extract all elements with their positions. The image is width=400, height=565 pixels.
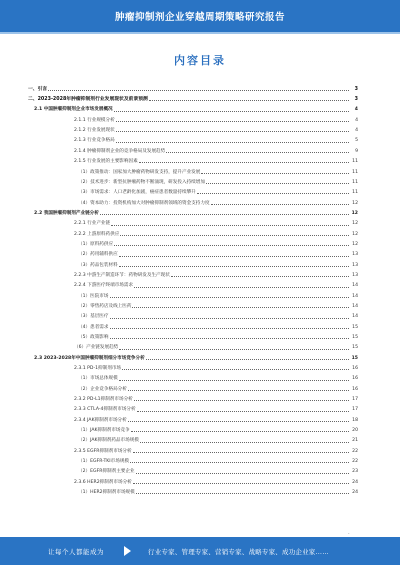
toc-leader-dots xyxy=(134,287,349,288)
toc-leader-dots xyxy=(114,245,349,246)
toc-entry-title: （2）企业竞争格局分析 xyxy=(78,386,127,392)
toc-entry[interactable] xyxy=(28,310,358,320)
toc-entry-page: 20 xyxy=(352,428,358,434)
toc-entry-title: （2）零售药店及线上医药 xyxy=(78,303,132,309)
toc-entry[interactable] xyxy=(28,227,358,237)
toc-entry-title: 2.3.1 PD-1抑制剂市场 xyxy=(74,366,122,372)
toc-leader-dots xyxy=(133,483,349,484)
toc-leader-dots xyxy=(110,338,350,339)
toc-entry-title: 2.3.3 CTLA-4抑制剂市场分析 xyxy=(74,407,136,413)
toc-leader-dots xyxy=(206,183,349,184)
toc-entry-page: 15 xyxy=(352,335,358,340)
toc-entry-page: 17 xyxy=(352,397,358,403)
toc-entry-page: 16 xyxy=(352,366,358,372)
toc-leader-dots xyxy=(116,121,349,122)
toc-entry-page: 18 xyxy=(352,417,358,423)
toc-leader-dots xyxy=(116,142,349,143)
toc-leader-dots xyxy=(171,276,349,277)
toc-heading: 内容目录 xyxy=(174,54,226,67)
toc-entry-title: （4）患者需求 xyxy=(78,324,109,330)
toc-entry-page: 14 xyxy=(352,283,358,289)
toc-entry-title: 2.3 2023-2028年中国肿瘤抑制剂细分市场竞争分析 xyxy=(34,355,145,361)
toc-leader-dots xyxy=(201,173,349,174)
toc-leader-dots xyxy=(211,204,349,205)
toc-entry[interactable] xyxy=(28,330,358,340)
toc-entry[interactable] xyxy=(28,216,358,226)
toc-entry[interactable] xyxy=(28,423,358,433)
toc-leader-dots xyxy=(130,462,349,463)
toc-entry-title: （2）技术进步：新型抗肿瘤药物不断涌现，研发投入持续增加 xyxy=(78,179,205,185)
toc-entry[interactable] xyxy=(28,175,358,185)
toc-leader-dots xyxy=(110,318,350,319)
toc-entry[interactable] xyxy=(28,351,358,361)
toc-entry-title: （3）药品包装材料 xyxy=(78,262,118,268)
toc-entry-title: 2.1.3 行业竞争格局 xyxy=(74,138,115,144)
footer-tagline: 行业专家、管理专家、营销专家、战略专家、成功企业家…… xyxy=(148,548,329,556)
toc-entry[interactable] xyxy=(28,144,358,154)
toc-entry[interactable] xyxy=(28,465,358,475)
toc-entry[interactable] xyxy=(28,82,358,92)
toc-entry-title: 2.2.4 下游医疗终端市场需求 xyxy=(74,283,134,289)
toc-entry[interactable] xyxy=(28,372,358,382)
report-title: 肿瘤抑制剂企业穿越周期策略研究报告 xyxy=(114,12,285,23)
toc-entry-title: 2.2 我国肿瘤抑制剂产业链分析 xyxy=(34,210,99,216)
toc-leader-dots xyxy=(133,452,349,453)
toc-leader-dots xyxy=(114,111,349,112)
toc-entry-title: 2.2.3 中游生产制造环节：药物研发及生产现状 xyxy=(74,272,170,278)
toc-entry[interactable] xyxy=(28,434,358,444)
arrow-right-icon xyxy=(124,546,131,556)
toc-leader-dots xyxy=(119,380,349,381)
toc-entry-title: （1）市场总体规模 xyxy=(78,376,118,382)
toc-leader-dots xyxy=(139,162,349,163)
toc-entry[interactable] xyxy=(28,403,358,413)
toc-entry-page: 12 xyxy=(352,241,358,247)
toc-leader-dots xyxy=(136,493,349,494)
toc-entry-page: 13 xyxy=(352,272,358,278)
toc-entry-title: （3）市场需求：人口老龄化加剧，癌症患者数量持续攀升 xyxy=(78,190,196,196)
toc-entry-page: 3 xyxy=(354,97,358,103)
toc-entry[interactable] xyxy=(28,134,358,144)
toc-entry-title: （1）政策推动：国家加大肿瘤药物研发支持，提升产业发展 xyxy=(78,169,201,175)
toc-entry-title: 2.3.4 JAK抑制剂市场分析 xyxy=(74,417,127,423)
toc-entry-title: 2.2.1 行业产业链 xyxy=(74,221,111,227)
toc-entry-page: 15 xyxy=(352,345,358,351)
report-footer xyxy=(0,537,400,565)
toc-entry-page: 14 xyxy=(352,293,358,299)
toc-leader-dots xyxy=(131,431,349,432)
toc-entry-title: （6）产业链发展趋势 xyxy=(74,345,119,351)
toc-entry-title: （1）原料药供应 xyxy=(78,241,114,247)
toc-leader-dots xyxy=(134,400,349,401)
toc-entry-page: 12 xyxy=(351,210,358,216)
toc-entry-page: 24 xyxy=(352,490,358,496)
toc-entry-page: 17 xyxy=(352,407,358,413)
toc-entry-page: 4 xyxy=(355,128,358,134)
toc-entry[interactable] xyxy=(28,320,358,330)
toc-entry-title: 2.1 中国肿瘤抑制剂企业市场发展概况 xyxy=(34,107,113,113)
toc-leader-dots xyxy=(48,90,349,91)
toc-entry-title: （4）资本助力：投资机构加大对肿瘤抑制剂领域的资金支持力度 xyxy=(78,200,210,206)
toc-leader-dots xyxy=(100,214,349,215)
toc-entry[interactable] xyxy=(28,413,358,423)
toc-leader-dots xyxy=(110,297,350,298)
page-marker: - xyxy=(348,531,350,536)
toc-entry-page: 23 xyxy=(352,469,358,475)
toc-entry[interactable] xyxy=(28,103,358,113)
toc-entry[interactable] xyxy=(28,361,358,371)
toc-entry-title: 2.1.1 行业规模分析 xyxy=(74,117,115,123)
toc-leader-dots xyxy=(111,225,349,226)
footer-slogan: 让每个人都能成为 xyxy=(48,548,104,556)
toc-entry-title: （5）政策影响 xyxy=(78,335,109,340)
toc-entry-page: 3 xyxy=(354,86,358,92)
toc-leader-dots xyxy=(132,307,349,308)
toc-leader-dots xyxy=(128,390,349,391)
toc-entry-title: 2.3.5 EGFR抑制剂市场分析 xyxy=(74,448,132,454)
report-header xyxy=(0,0,400,32)
toc-entry-page: 11 xyxy=(352,179,358,185)
toc-entry[interactable] xyxy=(28,454,358,464)
toc-entry-title: 2.1.4 肿瘤抑制剂企业的竞争格局及发展趋势 xyxy=(74,148,166,154)
toc-leader-dots xyxy=(197,193,349,194)
toc-entry[interactable] xyxy=(28,92,358,102)
toc-entry-page: 24 xyxy=(352,479,358,485)
toc-entry[interactable] xyxy=(28,123,358,133)
toc-entry-title: 2.3.2 PD-L1抑制剂市场分析 xyxy=(74,397,133,403)
toc-entry-title: （1）EGFR-TKI市场规模 xyxy=(78,459,130,465)
toc-leader-dots xyxy=(119,266,349,267)
toc-entry[interactable] xyxy=(28,341,358,351)
toc-entry-title: 2.2.2 上游原料药供应 xyxy=(74,231,120,237)
toc-entry-title: （2）EGFR抑制剂主要企业 xyxy=(78,469,135,475)
toc-entry-page: 4 xyxy=(354,107,358,113)
toc-entry-title: （1）HER2抑制剂市场规模 xyxy=(78,490,135,496)
toc-entry[interactable] xyxy=(28,485,358,495)
toc-entry-title: （3）基层医疗 xyxy=(78,314,109,320)
toc-leader-dots xyxy=(116,131,349,132)
toc-entry-page: 14 xyxy=(352,314,358,320)
toc-entry[interactable] xyxy=(28,444,358,454)
toc-leader-dots xyxy=(120,235,349,236)
toc-entry-page: 15 xyxy=(352,324,358,330)
toc-entry[interactable] xyxy=(28,289,358,299)
toc-entry[interactable] xyxy=(28,113,358,123)
toc-leader-dots xyxy=(166,152,349,153)
toc-entry-page: 11 xyxy=(352,159,358,165)
toc-entry-page: 11 xyxy=(352,169,358,175)
toc-leader-dots xyxy=(119,349,349,350)
toc-entry[interactable] xyxy=(28,268,358,278)
toc-leader-dots xyxy=(149,100,349,101)
toc-entry-page: 22 xyxy=(352,459,358,465)
toc-entry-title: 2.1.5 行业发展的主要影响因素 xyxy=(74,159,138,165)
toc-entry-title: （1）医院市场 xyxy=(78,293,109,299)
toc-entry-page: 16 xyxy=(352,386,358,392)
toc-entry[interactable] xyxy=(28,248,358,258)
toc-leader-dots xyxy=(128,421,349,422)
toc-entry-page: 12 xyxy=(352,221,358,227)
toc-entry-title: 一、引言 xyxy=(28,86,48,92)
toc-leader-dots xyxy=(146,359,349,360)
toc-entry[interactable] xyxy=(28,279,358,289)
toc-entry-page: 13 xyxy=(352,262,358,268)
toc-entry[interactable] xyxy=(28,237,358,247)
toc-entry-title: （2）JAK抑制剂药品市场规模 xyxy=(78,438,139,444)
toc-leader-dots xyxy=(140,442,349,443)
toc-entry-page: 21 xyxy=(352,438,358,444)
toc-entry-page: 12 xyxy=(352,231,358,237)
toc-entry[interactable] xyxy=(28,185,358,195)
toc-leader-dots xyxy=(119,256,349,257)
toc-entry[interactable] xyxy=(28,475,358,485)
toc-entry-page: 15 xyxy=(351,355,358,361)
toc-entry-page: 9 xyxy=(355,148,358,154)
toc-entry[interactable] xyxy=(28,382,358,392)
header-divider xyxy=(0,32,400,34)
toc-entry-page: 14 xyxy=(352,303,358,309)
toc-entry-page: 12 xyxy=(352,200,358,206)
table-of-contents xyxy=(28,82,358,496)
toc-leader-dots xyxy=(122,369,349,370)
toc-leader-dots xyxy=(110,328,350,329)
toc-entry[interactable] xyxy=(28,165,358,175)
toc-entry[interactable] xyxy=(28,196,358,206)
toc-entry[interactable] xyxy=(28,258,358,268)
toc-entry-title: （1）JAK抑制剂市场竞争 xyxy=(78,428,130,434)
toc-entry-title: （2）药用辅料供应 xyxy=(78,252,118,258)
toc-entry[interactable] xyxy=(28,392,358,402)
toc-leader-dots xyxy=(137,411,349,412)
toc-entry[interactable] xyxy=(28,299,358,309)
toc-entry-page: 13 xyxy=(352,252,358,258)
toc-entry-title: 2.3.6 HER2抑制剂市场分析 xyxy=(74,479,132,485)
toc-leader-dots xyxy=(136,473,349,474)
toc-entry[interactable] xyxy=(28,154,358,164)
toc-entry-page: 5 xyxy=(355,138,358,144)
toc-entry[interactable] xyxy=(28,206,358,216)
toc-entry-title: 2.1.2 行业发展现状 xyxy=(74,128,115,134)
toc-entry-page: 4 xyxy=(355,117,358,123)
toc-entry-page: 16 xyxy=(352,376,358,382)
toc-entry-title: 二、2023-2028年肿瘤抑制剂行业发展现状及前景预测 xyxy=(28,97,148,103)
toc-entry-page: 22 xyxy=(352,448,358,454)
toc-entry-page: 11 xyxy=(352,190,358,196)
